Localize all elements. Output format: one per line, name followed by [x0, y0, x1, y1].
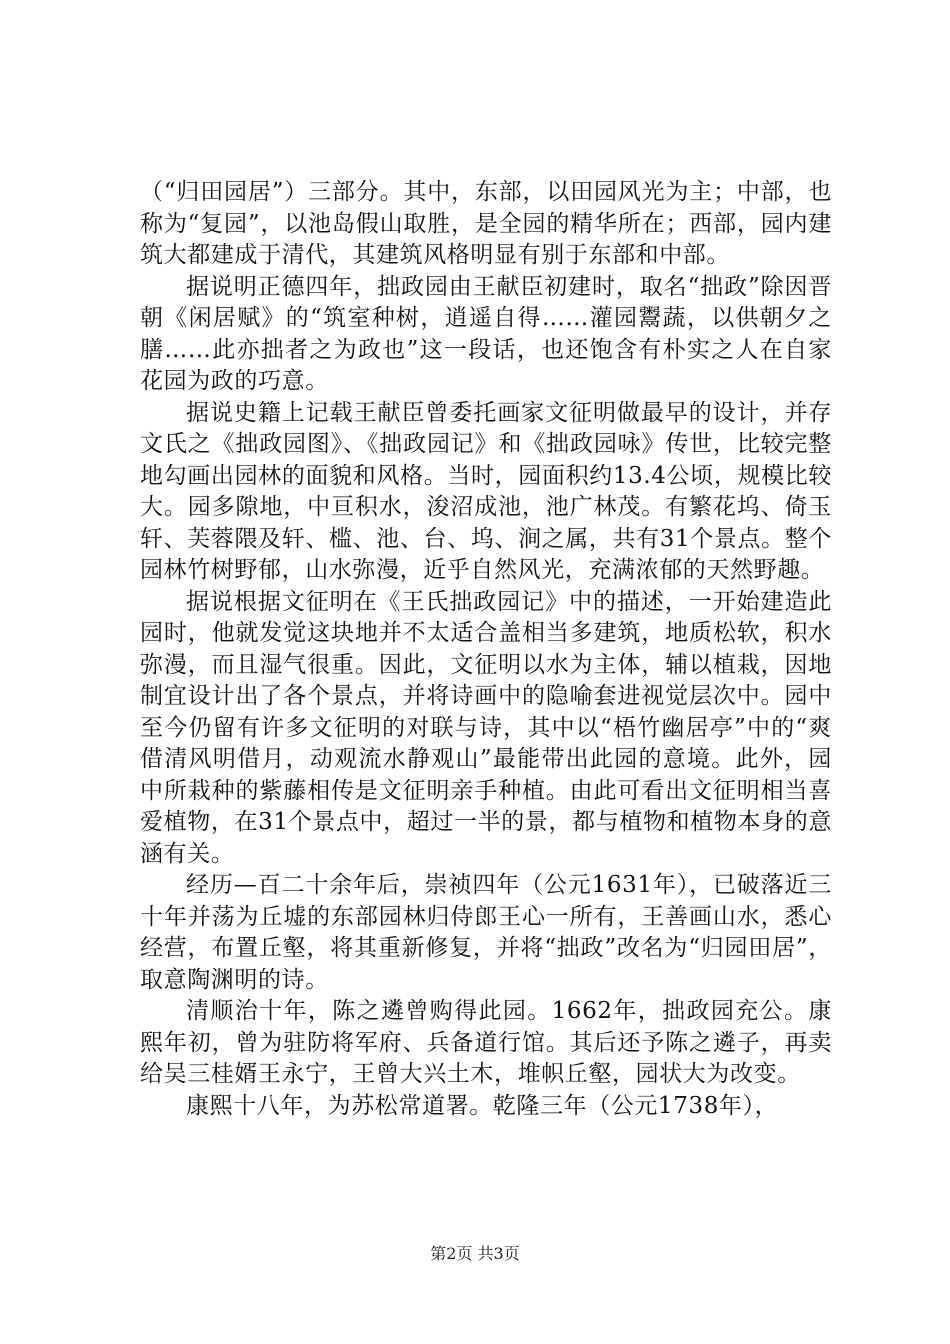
- page-footer: 第2页 共3页: [430, 1244, 520, 1263]
- paragraph-7: 康熙十八年，为苏松常道署。乾隆三年（公元1738年），: [186, 1092, 779, 1119]
- paragraph-3: 据说史籍上记载王献臣曾委托画家文征明做最早的设计，并存文氏之《拙政园图》、《拙政园记》和《拙政园咏》传世，比较完整地勾画出园林的面貌和风格。当时，园面积约13.4公顷，规模比较大。园多隙地，中亘积水，浚沼成池，池广林茂。有繁花坞、倚玉轩、芙蓉隈及轩、槛、池、台、坞、涧之属，共有31个景点。整个园林竹树野郁，山水弥漫，近乎自然风光，充满浓郁的天然野趣。: [140, 399, 832, 583]
- paragraph-6: 清顺治十年，陈之遴曾购得此园。1662年，拙政园充公。康熙年初，曾为驻防将军府、兵备道行馆。其后还予陈之遴子，再卖给吴三桂婿王永宁，王曾大兴土木，堆帜丘壑，园状大为改变。: [140, 998, 832, 1087]
- paragraph-1: （“归田园居”）三部分。其中，东部，以田园风光为主；中部，也称为“复园”，以池岛假山取胜，是全园的精华所在；西部，园内建筑大都建成于清代，其建筑风格明显有别于东部和中部。: [140, 179, 832, 268]
- body-text: [140, 177, 832, 1122]
- paragraph-2: 据说明正德四年，拙政园由王献臣初建时，取名“拙政”除因晋朝《闲居赋》的“筑室种树，逍遥自得……灌园鬻蔬，以供朝夕之膳……此亦拙者之为政也”这一段话，也还饱含有朴实之人在自家花园为政的巧意。: [140, 273, 832, 394]
- paragraph-4: 据说根据文征明在《王氏拙政园记》中的描述，一开始建造此园时，他就发觉这块地并不太适合盖相当多建筑，地质松软，积水弥漫，而且湿气很重。因此，文征明以水为主体，辅以植栽，因地制宜设计出了各个景点，并将诗画中的隐喻套进视觉层次中。园中至今仍留有许多文征明的对联与诗，其中以“梧竹幽居亭”中的“爽借清风明借月，动观流水静观山”最能带出此园的意境。此外，园中所栽种的紫藤相传是文征明亲手种植。由此可看出文征明相当喜爱植物，在31个景点中，超过一半的景，都与植物和植物本身的意涵有关。: [140, 588, 832, 867]
- paragraph-5: 经历—百二十余年后，崇祯四年（公元1631年），已破落近三十年并荡为丘墟的东部园林归侍郎王心一所有，王善画山水，悉心经营，布置丘壑，将其重新修复，并将“拙政”改名为“归园田居”，取意陶渊明的诗。: [140, 872, 832, 993]
